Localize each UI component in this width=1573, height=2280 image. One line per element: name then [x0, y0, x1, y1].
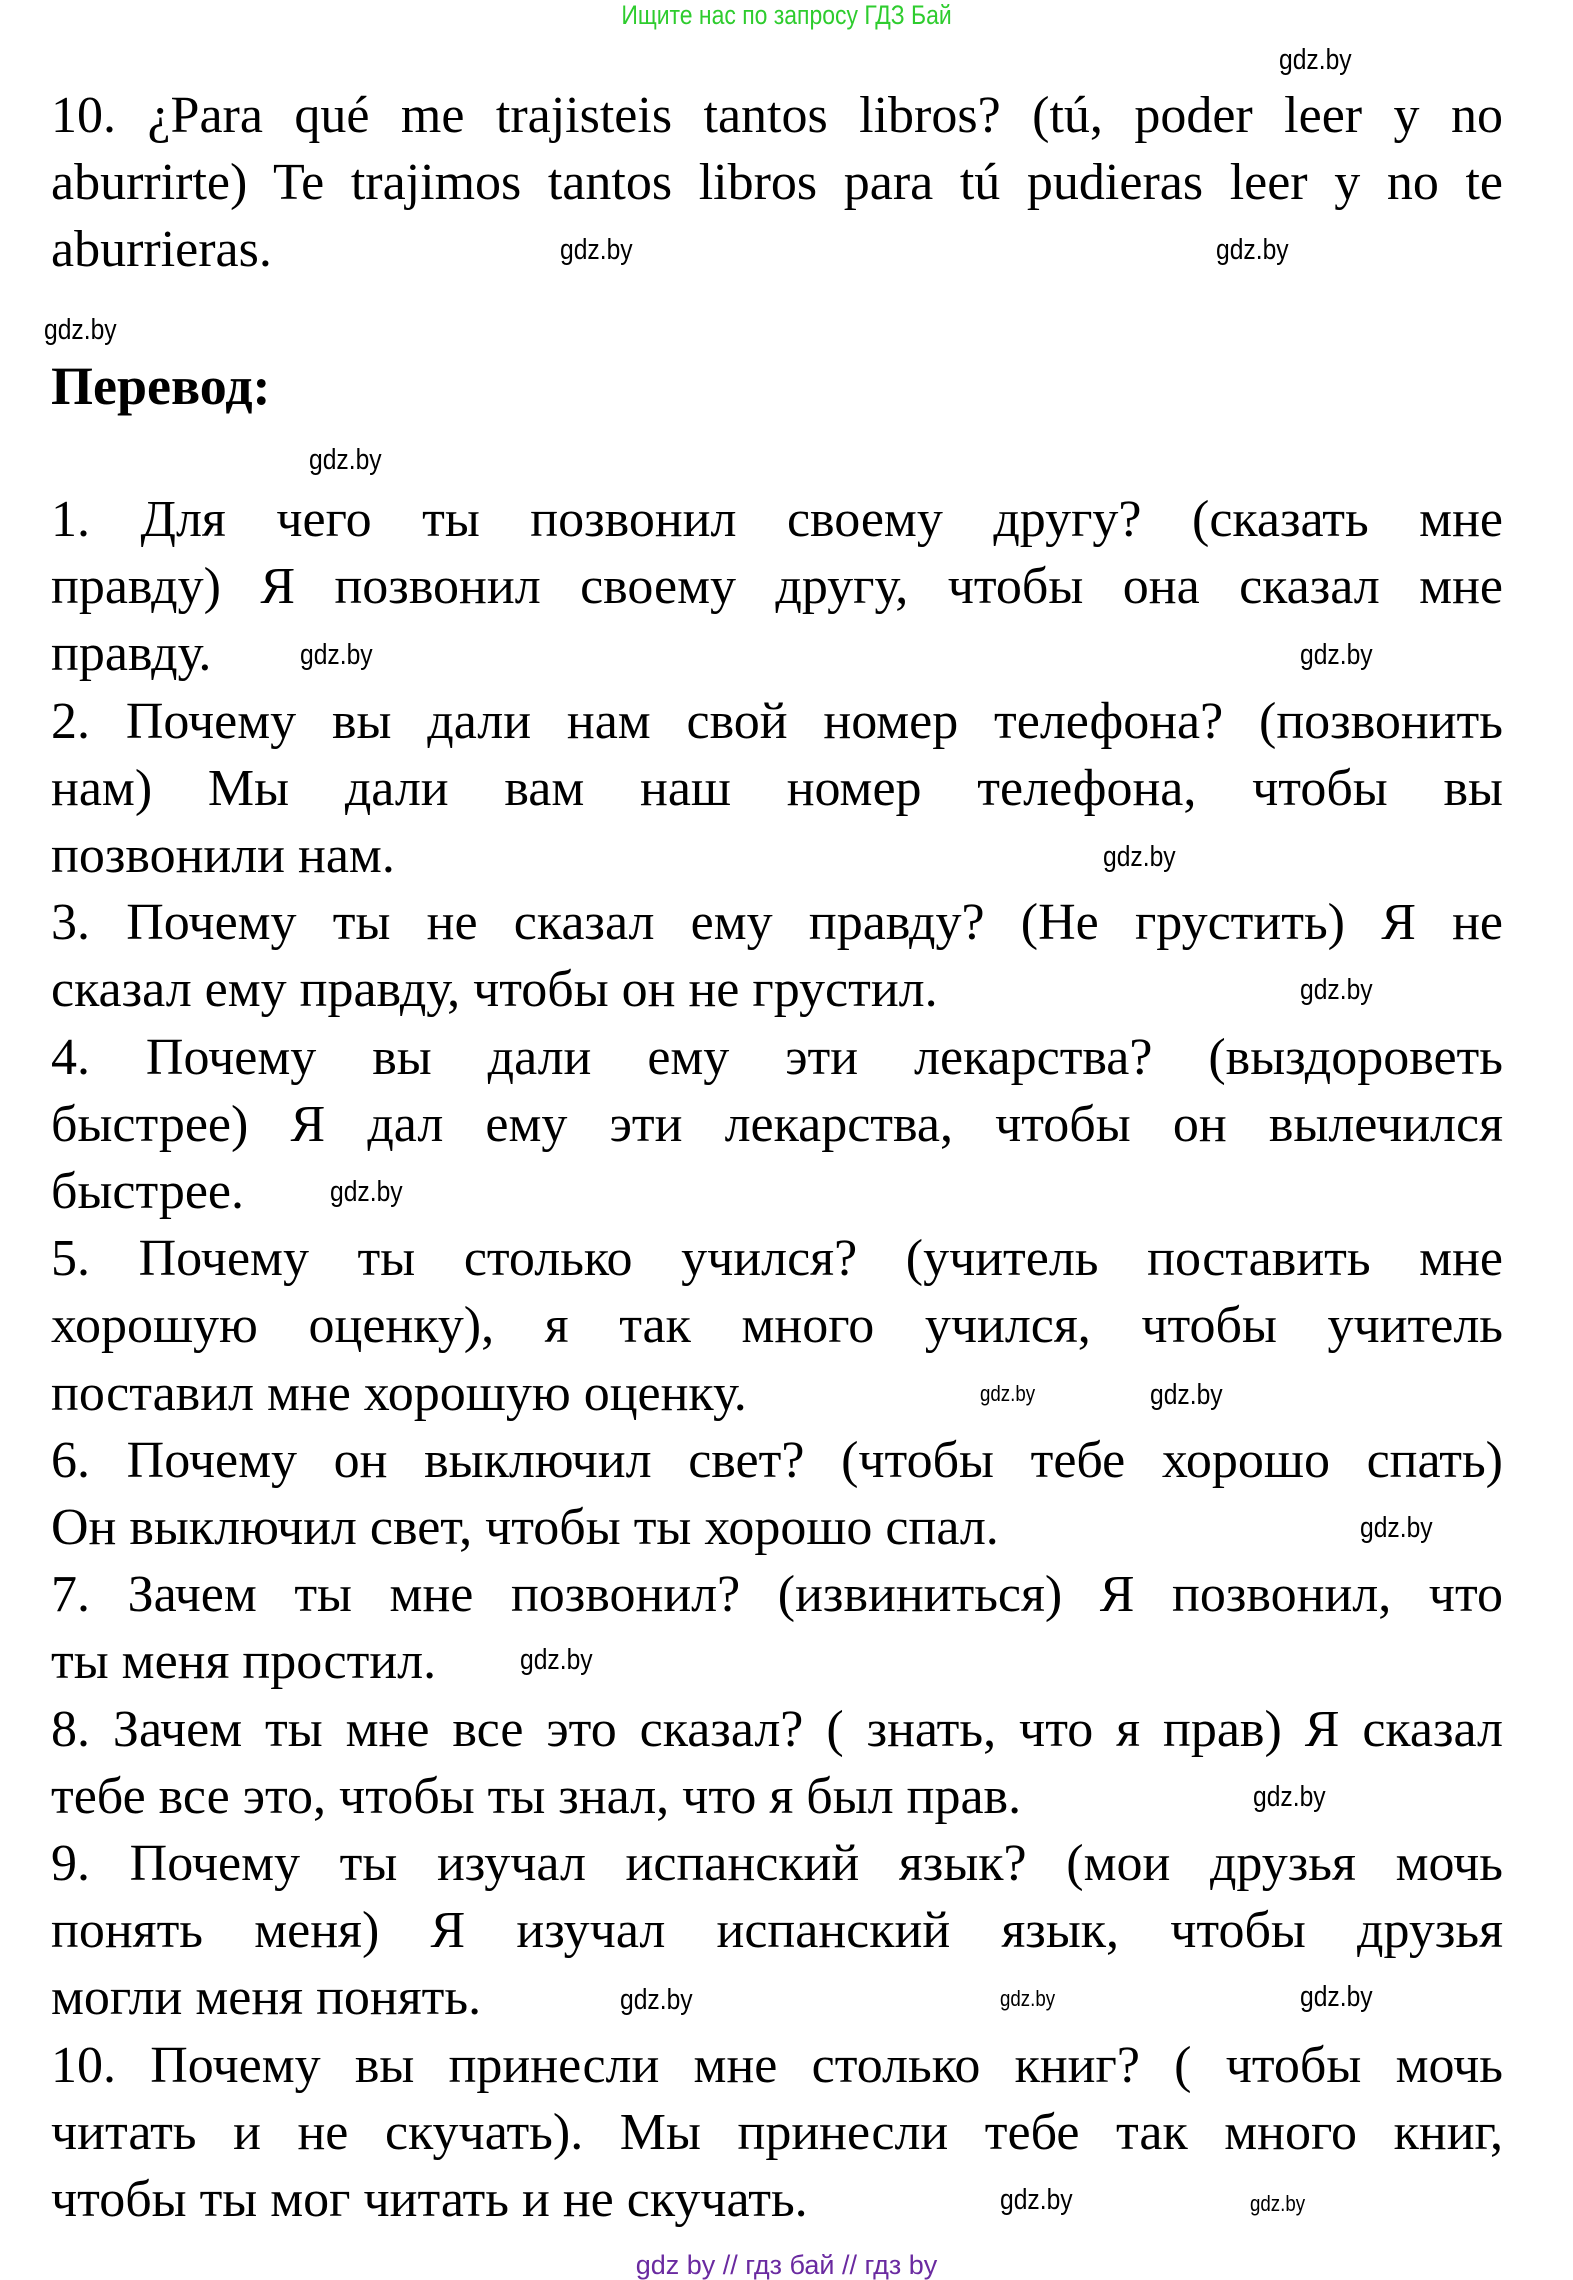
watermark: gdz.by: [1300, 1981, 1373, 2013]
watermark: gdz.by: [1250, 2191, 1306, 2216]
text-line: ты меня простил.: [51, 1633, 437, 1690]
text-line: 4. Почему вы дали ему эти лекарства? (выздороветь: [51, 1029, 1503, 1086]
text-line: нам) Мы дали вам наш номер телефона, чтобы вы: [51, 760, 1503, 817]
text-line: правду.: [51, 625, 212, 682]
text-line: 6. Почему он выключил свет? (чтобы тебе хорошо спать): [51, 1432, 1503, 1489]
watermark: gdz.by: [1216, 234, 1289, 266]
translation-title: Перевод:: [51, 356, 271, 416]
text-line: позвонили нам.: [51, 827, 395, 884]
text-line: понять меня) Я изучал испанский язык, чтобы друзья: [51, 1902, 1503, 1959]
text-line: хорошую оценку), я так много учился, чтобы учитель: [51, 1297, 1503, 1354]
watermark: gdz.by: [1360, 1512, 1433, 1544]
watermark: gdz.by: [1279, 44, 1352, 76]
watermark: gdz.by: [1300, 639, 1373, 671]
text-line: правду) Я позвонил своему другу, чтобы она сказал мне: [51, 558, 1503, 615]
text-line: 9. Почему ты изучал испанский язык? (мои друзья мочь: [51, 1835, 1503, 1892]
watermark: gdz.by: [300, 639, 373, 671]
text-line: читать и не скучать). Мы принесли тебе так много книг,: [51, 2104, 1503, 2161]
text-line: 5. Почему ты столько учился? (учитель поставить мне: [51, 1230, 1503, 1287]
watermark: gdz.by: [309, 444, 382, 476]
text-line: быстрее) Я дал ему эти лекарства, чтобы он вылечился: [51, 1096, 1503, 1153]
text-line: 8. Зачем ты мне все это сказал? ( знать, что я прав) Я сказал: [51, 1701, 1503, 1758]
watermark: gdz.by: [1150, 1379, 1223, 1411]
watermark: gdz.by: [1000, 1986, 1056, 2011]
footer-banner: gdz by // гдз бай // гдз by: [635, 2250, 938, 2280]
text-line: чтобы ты мог читать и не скучать.: [51, 2171, 808, 2228]
text-line: тебе все это, чтобы ты знал, что я был прав.: [51, 1768, 1022, 1825]
text-line: быстрее.: [51, 1163, 244, 1220]
text-line: 10. ¿Para qué me trajisteis tantos libros? (tú, poder leer y no: [51, 87, 1503, 144]
watermark: gdz.by: [980, 1381, 1036, 1406]
watermark: gdz.by: [330, 1176, 403, 1208]
text-line: Он выключил свет, чтобы ты хорошо спал.: [51, 1499, 999, 1556]
text-line: aburrirte) Te trajimos tantos libros para tú pudieras leer y no te: [51, 154, 1503, 211]
watermark: gdz.by: [1300, 974, 1373, 1006]
watermark: gdz.by: [1253, 1781, 1326, 1813]
text-line: поставил мне хорошую оценку.: [51, 1365, 747, 1422]
text-line: 7. Зачем ты мне позвонил? (извиниться) Я позвонил, что: [51, 1566, 1503, 1623]
text-line: 1. Для чего ты позвонил своему другу? (сказать мне: [51, 491, 1503, 548]
text-line: сказал ему правду, чтобы он не грустил.: [51, 961, 938, 1018]
watermark: gdz.by: [520, 1644, 593, 1676]
header-banner: Ищите нас по запросу ГДЗ Бай: [621, 0, 952, 30]
watermark: gdz.by: [1000, 2184, 1073, 2216]
watermark: gdz.by: [620, 1984, 693, 2016]
text-line: 3. Почему ты не сказал ему правду? (Не грустить) Я не: [51, 894, 1503, 951]
watermark: gdz.by: [560, 234, 633, 266]
text-line: 10. Почему вы принесли мне столько книг? ( чтобы мочь: [51, 2037, 1503, 2094]
text-line: aburrieras.: [51, 221, 272, 278]
text-line: 2. Почему вы дали нам свой номер телефона? (позвонить: [51, 693, 1503, 750]
text-line: могли меня понять.: [51, 1969, 482, 2026]
watermark: gdz.by: [44, 314, 117, 346]
watermark: gdz.by: [1103, 841, 1176, 873]
